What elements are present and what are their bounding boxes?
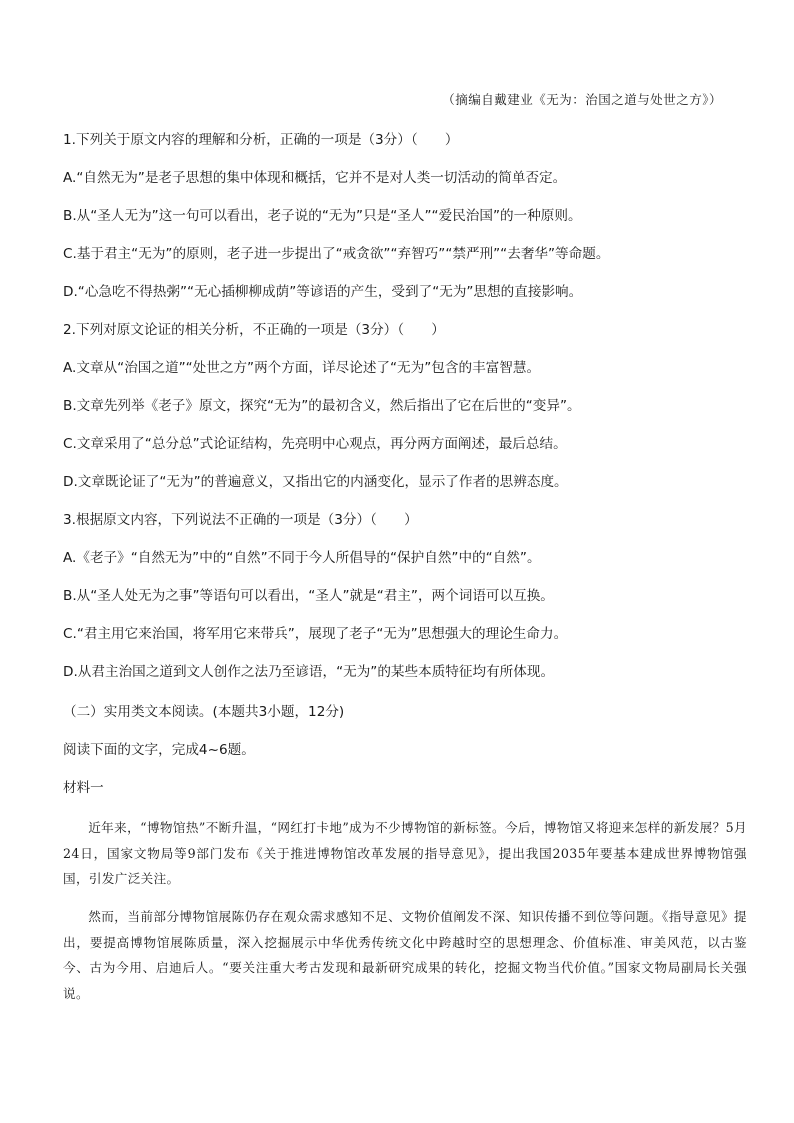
question-3-option-d: D.从君主治国之道到文人创作之法乃至谚语，“无为”的某些本质特征均有所体现。: [63, 664, 555, 680]
question-2-option-a: A.文章从“治国之道”“处世之方”两个方面，详尽论述了“无为”包含的丰富智慧。: [63, 360, 541, 376]
question-3-stem: 3.根据原文内容，下列说法不正确的一项是（3分）（ ）: [63, 512, 418, 528]
source-citation: （摘编自戴建业《无为：治国之道与处世之方》）: [442, 92, 722, 107]
question-2-option-d: D.文章既论证了“无为”的普遍意义，又指出它的内涵变化，显示了作者的思辨态度。: [63, 474, 568, 490]
question-2-option-c: C.文章采用了“总分总”式论证结构，先亮明中心观点，再分两方面阐述，最后总结。: [63, 436, 567, 452]
question-1-stem: 1.下列关于原文内容的理解和分析，正确的一项是（3分）（ ）: [63, 132, 459, 148]
section-heading: （二）实用类文本阅读。(本题共3小题，12分): [63, 704, 345, 720]
question-1-option-a: A.“自然无为”是老子思想的集中体现和概括，它并不是对人类一切活动的简单否定。: [63, 170, 567, 186]
reading-instruction: 阅读下面的文字，完成4~6题。: [63, 742, 255, 758]
question-1-option-b: B.从“圣人无为”这一句可以看出，老子说的“无为”只是“圣人”“爱民治国”的一种原则。: [63, 208, 582, 224]
question-3-option-a: A.《老子》“自然无为”中的“自然”不同于今人所倡导的“保护自然”中的“自然”。: [63, 550, 541, 566]
question-1-option-d: D.“心急吃不得热粥”“无心插柳柳成荫”等谚语的产生，受到了“无为”思想的直接影响。: [63, 284, 583, 300]
material-label: 材料一: [63, 780, 104, 796]
question-2-stem: 2.下列对原文论证的相关分析，不正确的一项是（3分）（ ）: [63, 322, 445, 338]
material-paragraph-2: 然而，当前部分博物馆展陈仍存在观众需求感知不足、文物价值阐发不深、知识传播不到位等问题。《指导意见》提出，要提高博物馆展陈质量，深入挖掘展示中华优秀传统文化中跨越时空的思想理念、价值标准、审美风范，以古鉴今、古为今用、启迪后人。“要关注重大考古发现和最新研究成果的转化，挖掘文物当代价值。”国家文物局副局长关强说。: [63, 909, 747, 1001]
question-3-option-c: C.“君主用它来治国，将军用它来带兵”，展现了老子“无为”思想强大的理论生命力。: [63, 626, 568, 642]
question-2-option-b: B.文章先列举《老子》原文，探究“无为”的最初含义，然后指出了它在后世的“变异”。: [63, 398, 581, 414]
question-3-option-b: B.从“圣人处无为之事”等语句可以看出，“圣人”就是“君主”，两个词语可以互换。: [63, 588, 554, 604]
material-paragraph-1: 近年来，“博物馆热”不断升温，“网红打卡地”成为不少博物馆的新标签。今后，博物馆又将迎来怎样的新发展？5月24日，国家文物局等9部门发布《关于推进博物馆改革发展的指导意见》，提出我国2035年要基本建成世界博物馆强国，引发广泛关注。: [63, 820, 747, 886]
question-1-option-c: C.基于君主“无为”的原则，老子进一步提出了“戒贪欲”“弃智巧”“禁严刑”“去奢华”等命题。: [63, 246, 610, 262]
